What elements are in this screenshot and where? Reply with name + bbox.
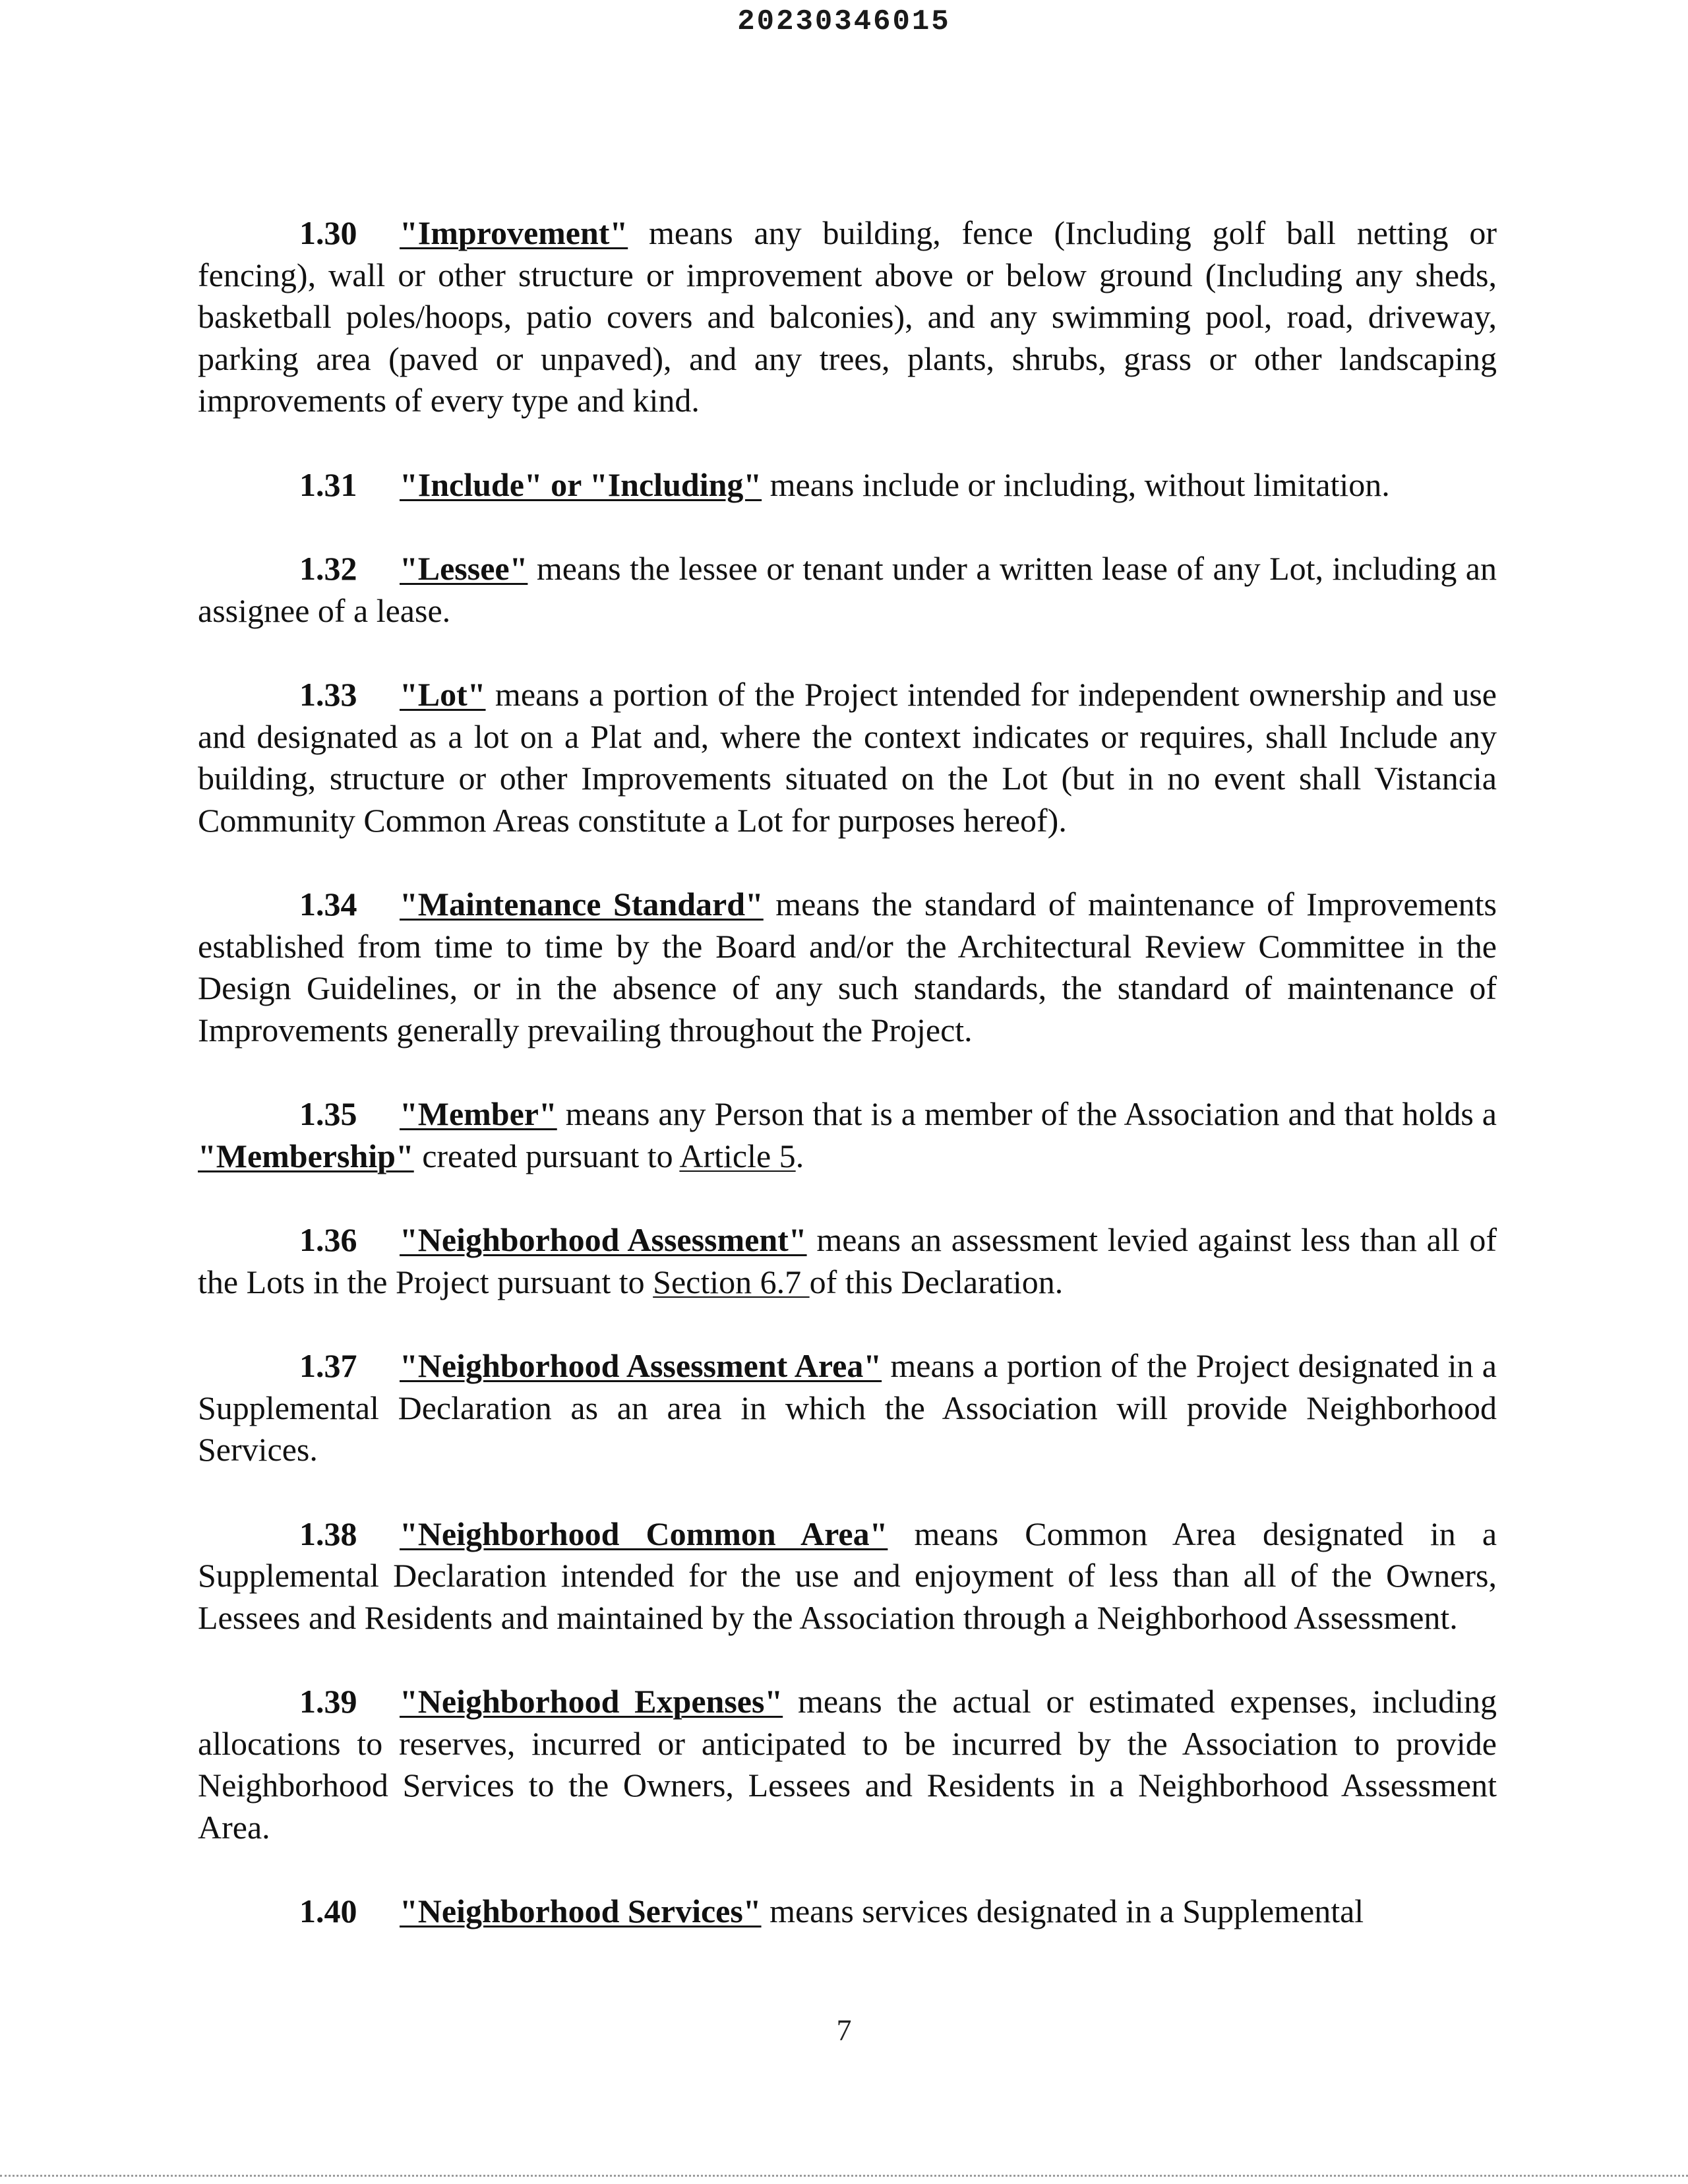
- definition-1-32: [198, 548, 1497, 632]
- definition-text: means any Person that is a member of the Association and that holds a: [557, 1095, 1497, 1132]
- section-number: 1.35: [299, 1095, 357, 1132]
- definition-1-40: [198, 1891, 1497, 1933]
- definition-1-30: [198, 212, 1497, 422]
- section-number: 1.39: [299, 1683, 357, 1720]
- document-number: 20230346015: [737, 5, 951, 38]
- definition-text: means the lessee or tenant under a written lease of any Lot, including an assignee of a lease.: [198, 550, 1497, 629]
- article-reference: Article 5: [679, 1137, 796, 1174]
- defined-term: "Improvement": [400, 214, 628, 251]
- page-number: 7: [836, 2013, 852, 2047]
- definition-1-39: [198, 1681, 1497, 1848]
- defined-term: "Lessee": [400, 550, 528, 587]
- defined-term: "Neighborhood Services": [400, 1893, 762, 1929]
- definition-text: means Common Area designated in a Supplemental Declaration intended for the use and enjoyment of less than all of the Owners, Lessees and Residents and maintained by the Association through a Neighborhood Assessment.: [198, 1515, 1497, 1636]
- defined-term: "Lot": [400, 676, 486, 713]
- section-number: 1.30: [299, 214, 357, 251]
- section-number: 1.40: [299, 1893, 357, 1929]
- defined-term: "Maintenance Standard": [400, 886, 764, 923]
- definition-text: means a portion of the Project designated in a Supplemental Declaration as an area in which the Association will provide Neighborhood Services.: [198, 1347, 1497, 1468]
- defined-term: "Include" or "Including": [400, 466, 762, 503]
- section-number: 1.34: [299, 886, 357, 923]
- definition-text: means a portion of the Project intended for independent ownership and use and designated as a lot on a Plat and, where the context indicates or requires, shall Include any building, structure or other Improvements situated on the Lot (but in no event shall Vistancia Community Common Areas constitute a Lot for purposes hereof).: [198, 676, 1497, 839]
- definition-text: means services designated in a Supplemental: [761, 1893, 1364, 1929]
- definition-1-36: [198, 1219, 1497, 1303]
- definition-text: means include or including, without limitation.: [762, 466, 1390, 503]
- definition-text: .: [795, 1137, 804, 1174]
- section-number: 1.37: [299, 1347, 357, 1384]
- section-number: 1.31: [299, 466, 357, 503]
- definition-1-38: [198, 1513, 1497, 1639]
- definitions-section: [198, 212, 1497, 1975]
- defined-term: "Member": [400, 1095, 557, 1132]
- scan-edge-divider: [0, 2175, 1688, 2177]
- definition-text: created pursuant to: [413, 1137, 680, 1174]
- definition-1-37: [198, 1345, 1497, 1471]
- section-number: 1.33: [299, 676, 357, 713]
- defined-term-membership: "Membership": [198, 1137, 414, 1174]
- section-number: 1.38: [299, 1515, 357, 1552]
- definition-1-35: [198, 1093, 1497, 1177]
- definition-1-31: [198, 464, 1497, 506]
- defined-term: "Neighborhood Assessment": [400, 1221, 807, 1258]
- definition-text: of this Declaration.: [809, 1263, 1064, 1300]
- section-reference: Section 6.7: [653, 1263, 810, 1300]
- defined-term: "Neighborhood Assessment Area": [400, 1347, 882, 1384]
- definition-1-34: [198, 884, 1497, 1051]
- defined-term: "Neighborhood Common Area": [400, 1515, 888, 1552]
- section-number: 1.36: [299, 1221, 357, 1258]
- section-number: 1.32: [299, 550, 357, 587]
- defined-term: "Neighborhood Expenses": [400, 1683, 783, 1720]
- definition-text: means an assessment levied against less than all of the Lots in the Project pursuant to: [198, 1221, 1497, 1300]
- definition-text: means the actual or estimated expenses, including allocations to reserves, incurred or anticipated to be incurred by the Association to provide Neighborhood Services to the Owners, Lessees and Residents in a Neighborhood Assessment Area.: [198, 1683, 1497, 1846]
- definition-1-33: [198, 674, 1497, 841]
- definition-text: means the standard of maintenance of Improvements established from time to time by the Board and/or the Architectural Review Committee in the Design Guidelines, or in the absence of any such standards, the standard of maintenance of Improvements generally prevailing throughout the Project.: [198, 886, 1497, 1048]
- definition-text: means any building, fence (Including golf ball netting or fencing), wall or other structure or improvement above or below ground (Including any sheds, basketball poles/hoops, patio covers and balconies), and any swimming pool, road, driveway, parking area (paved or unpaved), and any trees, plants, shrubs, grass or other landscaping improvements of every type and kind.: [198, 214, 1497, 419]
